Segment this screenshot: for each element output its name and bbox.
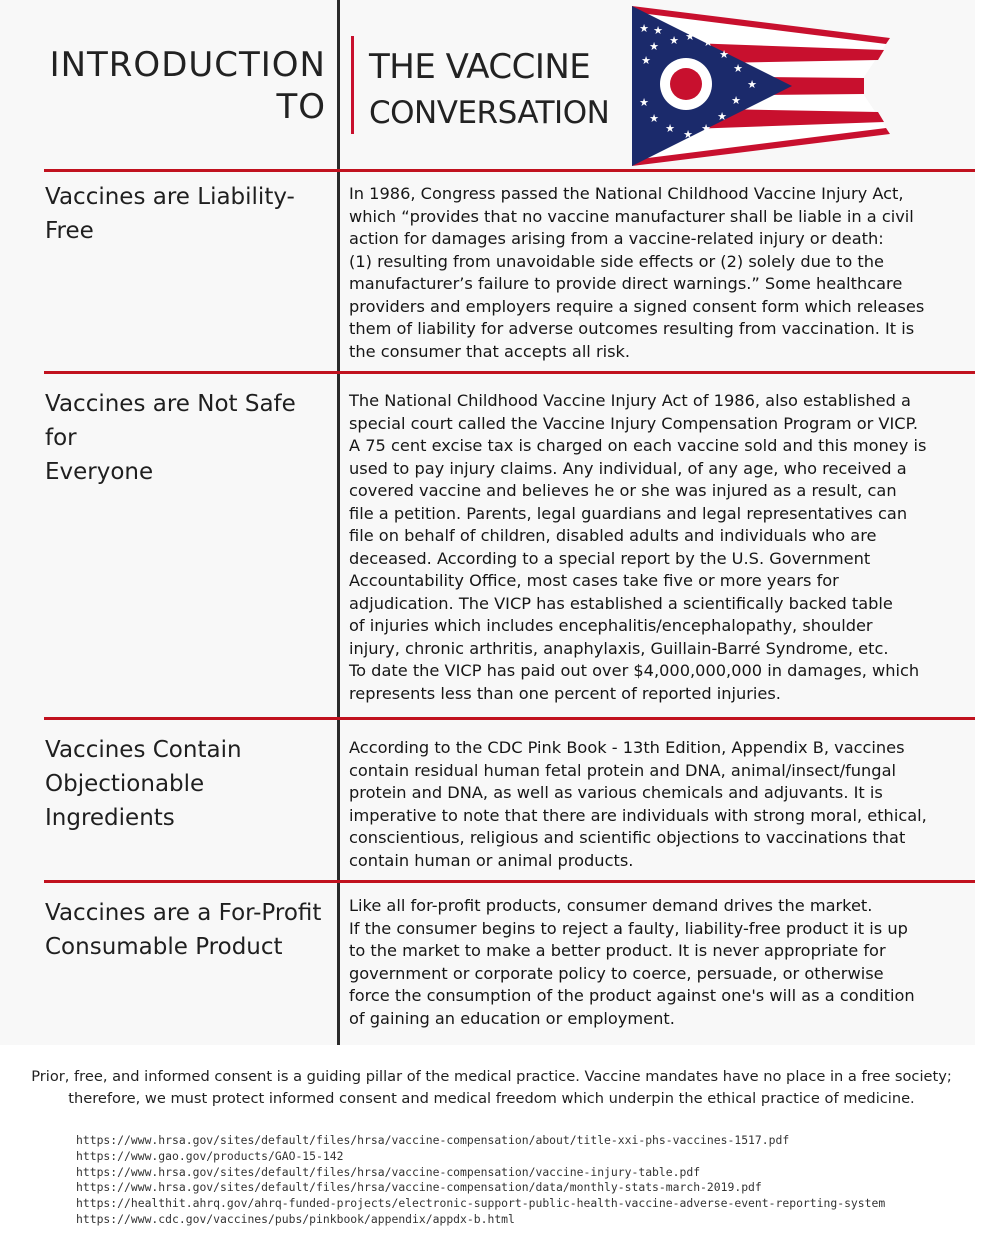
section-body-liability xyxy=(349,183,949,363)
svg-text:★: ★ xyxy=(685,30,695,43)
reference-link[interactable]: https://healthit.ahrq.gov/ahrq-funded-projects/electronic-support-public-health-vaccine-adverse-event-reporting-system xyxy=(76,1196,886,1211)
section-body-for-profit xyxy=(349,895,949,1030)
title-line-1: THE VACCINE xyxy=(369,47,591,87)
svg-text:★: ★ xyxy=(747,78,757,91)
body-line: A 75 cent excise tax is charged on each vaccine sold and this money is xyxy=(349,436,927,455)
body-line: government or corporate policy to coerce, persuade, or otherwise xyxy=(349,963,884,983)
section-heading-for-profit xyxy=(45,896,331,964)
section-heading-not-safe xyxy=(45,387,331,489)
intro-heading xyxy=(40,44,326,128)
body-line: The National Childhood Vaccine Injury Act of 1986, also established a xyxy=(349,391,911,410)
svg-text:★: ★ xyxy=(731,94,741,107)
heading-line: Vaccines are Not Safe for xyxy=(45,391,296,451)
intro-line-1: INTRODUCTION xyxy=(49,45,326,85)
svg-text:★: ★ xyxy=(665,122,675,135)
reference-link[interactable]: https://www.hrsa.gov/sites/default/files/hrsa/vaccine-compensation/vaccine-injury-table.pdf xyxy=(76,1164,701,1179)
section-body-ingredients xyxy=(349,737,949,872)
page-title xyxy=(369,44,619,136)
reference-link[interactable]: https://www.cdc.gov/vaccines/pubs/pinkbook/appendix/appdx-b.html xyxy=(76,1211,515,1226)
section-rule xyxy=(44,169,975,172)
section-rule xyxy=(44,880,975,883)
svg-text:★: ★ xyxy=(649,112,659,125)
heading-line: Vaccines are a For-Profit xyxy=(45,900,322,926)
section-rule xyxy=(44,717,975,720)
title-accent-bar xyxy=(351,36,354,134)
body-line: Like all for-profit products, consumer demand drives the market. xyxy=(349,896,873,915)
body-line: conscientious, religious and scientific objections to vaccinations that xyxy=(349,828,906,847)
svg-text:★: ★ xyxy=(701,122,711,135)
section-heading-liability xyxy=(45,180,331,248)
body-line: of gaining an education or employment. xyxy=(349,1008,675,1028)
svg-text:★: ★ xyxy=(719,48,729,61)
body-line: providers and employers require a signed consent form which releases xyxy=(349,296,925,316)
heading-line: Objectionable Ingredients xyxy=(45,771,205,831)
section-body-not-safe xyxy=(349,390,949,705)
body-line: If the consumer begins to reject a faulty, liability-free product it is up xyxy=(349,918,908,938)
body-line: special court called the Vaccine Injury Compensation Program or VICP. xyxy=(349,413,918,433)
body-line: imperative to note that there are individuals with strong moral, ethical, xyxy=(349,805,927,825)
ohio-flag-icon xyxy=(632,6,894,166)
closing-statement xyxy=(0,1066,983,1110)
body-line: covered vaccine and believes he or she was injured as a result, can xyxy=(349,481,897,500)
svg-text:★: ★ xyxy=(639,22,649,35)
reference-link[interactable]: https://www.hrsa.gov/sites/default/files/hrsa/vaccine-compensation/about/title-xxi-phs-vaccines-1517.pdf xyxy=(76,1133,790,1147)
reference-link[interactable]: https://www.hrsa.gov/sites/default/files/hrsa/vaccine-compensation/data/monthly-stats-march-2019.pdf xyxy=(76,1180,762,1195)
body-line: manufacturer’s failure to provide direct warnings.” Some healthcare xyxy=(349,274,903,293)
body-line: them of liability for adverse outcomes resulting from vaccination. It is xyxy=(349,319,915,338)
body-line: contain human or animal products. xyxy=(349,850,634,870)
svg-text:★: ★ xyxy=(703,36,713,49)
svg-text:★: ★ xyxy=(639,96,649,109)
svg-text:★: ★ xyxy=(669,34,679,47)
svg-text:★: ★ xyxy=(683,128,693,141)
svg-text:★: ★ xyxy=(717,110,727,123)
reference-list xyxy=(76,1133,885,1228)
section-rule xyxy=(44,371,975,374)
column-divider xyxy=(337,0,340,1045)
body-line: which “provides that no vaccine manufacturer shall be liable in a civil xyxy=(349,206,914,226)
body-line: In 1986, Congress passed the National Childhood Vaccine Injury Act, xyxy=(349,184,904,203)
svg-text:★: ★ xyxy=(733,62,743,75)
body-line: injury, chronic arthritis, anaphylaxis, Guillain-Barré Syndrome, etc. xyxy=(349,638,889,658)
body-line: represents less than one percent of reported injuries. xyxy=(349,683,781,703)
body-line: protein and DNA, as well as various chemicals and adjuvants. It is xyxy=(349,783,883,802)
body-line: deceased. According to a special report by the U.S. Government xyxy=(349,548,871,568)
body-line: (1) resulting from unavoidable side effects or (2) solely due to the xyxy=(349,251,884,271)
title-line-2: CONVERSATION xyxy=(369,95,610,131)
section-heading-ingredients xyxy=(45,733,331,835)
body-line: Accountability Office, most cases take five or more years for xyxy=(349,571,839,590)
body-line: of injuries which includes encephalitis/encephalopathy, shoulder xyxy=(349,616,873,635)
reference-link[interactable]: https://www.gao.gov/products/GAO-15-142 xyxy=(76,1148,344,1163)
body-line: contain residual human fetal protein and DNA, animal/insect/fungal xyxy=(349,760,896,780)
body-line: the consumer that accepts all risk. xyxy=(349,341,631,361)
body-line: file on behalf of children, disabled adults and individuals who are xyxy=(349,526,877,545)
body-line: to the market to make a better product. It is never appropriate for xyxy=(349,941,886,960)
body-line: action for damages arising from a vaccine-related injury or death: xyxy=(349,229,884,248)
svg-text:★: ★ xyxy=(649,40,659,53)
body-line: force the consumption of the product against one's will as a condition xyxy=(349,986,915,1005)
body-line: To date the VICP has paid out over $4,000,000,000 in damages, which xyxy=(349,661,920,680)
heading-line: Everyone xyxy=(45,459,154,485)
heading-line: Consumable Product xyxy=(45,934,283,960)
body-line: adjudication. The VICP has established a scientifically backed table xyxy=(349,593,893,613)
svg-text:★: ★ xyxy=(653,24,663,37)
closing-line: therefore, we must protect informed consent and medical freedom which underpin the ethical practice of medicine. xyxy=(68,1090,915,1107)
closing-line: Prior, free, and informed consent is a guiding pillar of the medical practice. Vaccine mandates have no place in a free society; xyxy=(31,1068,952,1085)
body-line: file a petition. Parents, legal guardians and legal representatives can xyxy=(349,503,908,523)
intro-line-2: TO xyxy=(276,87,326,127)
heading-line: Vaccines Contain xyxy=(45,737,242,763)
svg-text:★: ★ xyxy=(641,54,651,67)
body-line: According to the CDC Pink Book - 13th Edition, Appendix B, vaccines xyxy=(349,738,905,757)
body-line: used to pay injury claims. Any individual, of any age, who received a xyxy=(349,458,907,478)
heading-line: Vaccines are Liability-Free xyxy=(45,184,295,244)
